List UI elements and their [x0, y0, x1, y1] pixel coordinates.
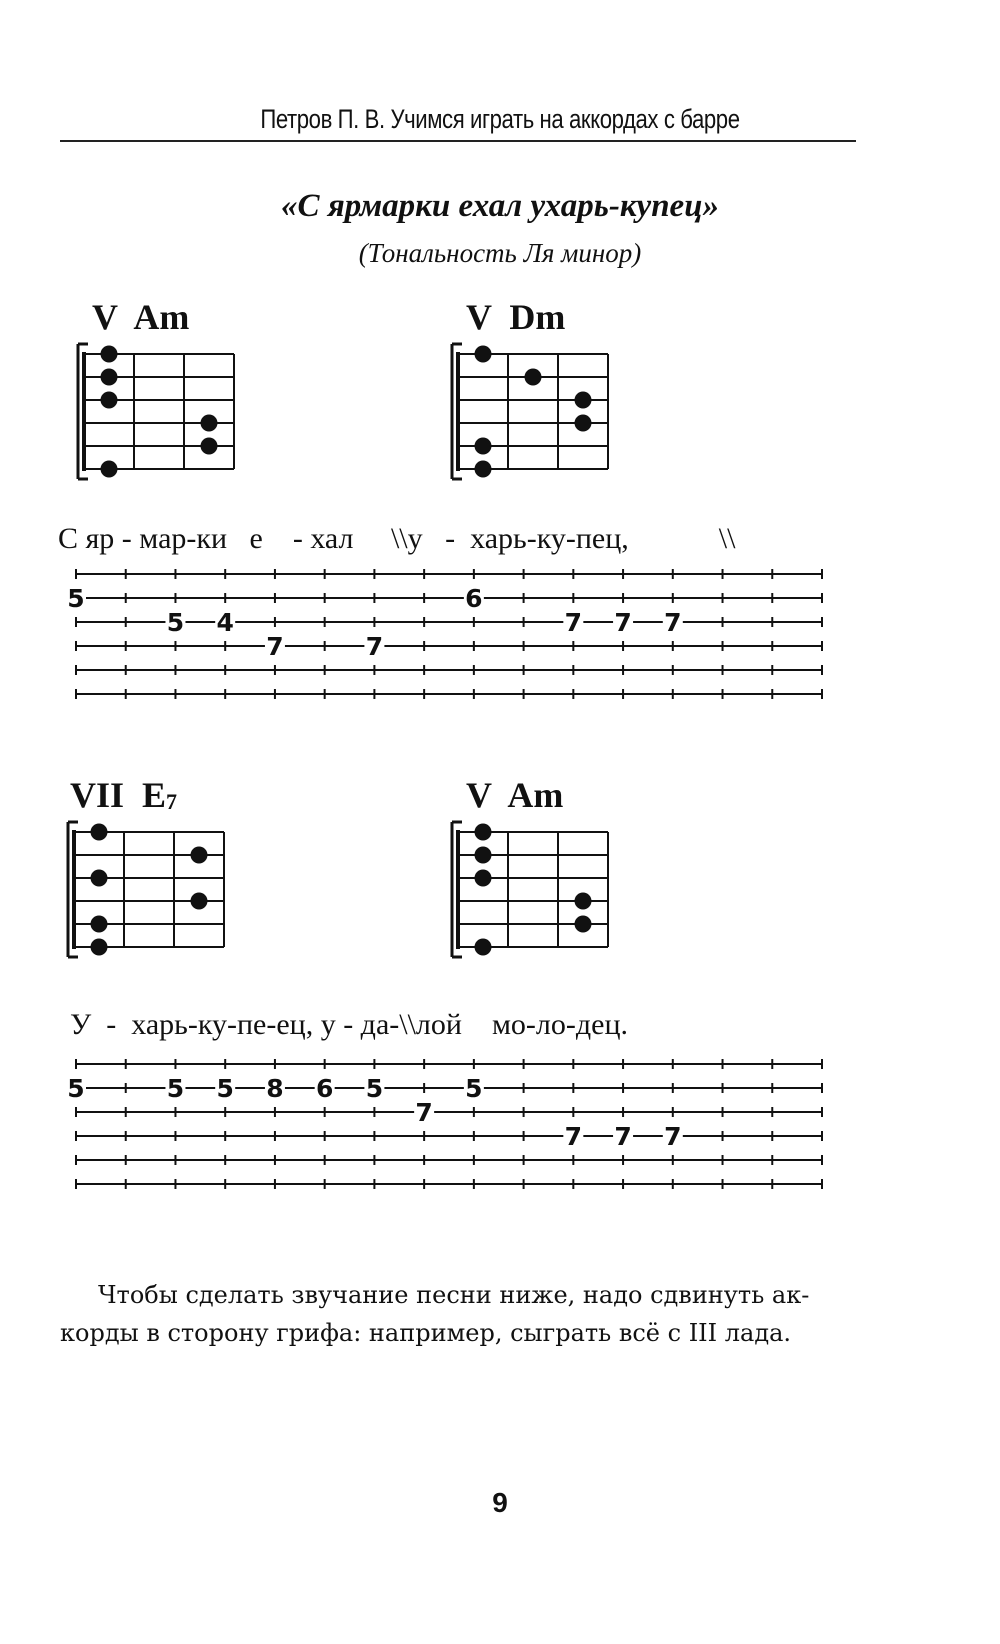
tab-fret-number: 5 — [365, 1074, 384, 1103]
finger-dot — [475, 461, 492, 478]
header-rule — [60, 140, 856, 142]
tab-fret-number: 5 — [67, 1074, 85, 1103]
finger-dot — [101, 369, 118, 386]
chord-position: V — [466, 775, 492, 815]
chord-name-2 — [466, 296, 565, 338]
tab-fret-number: 5 — [216, 1074, 234, 1103]
finger-dot — [101, 461, 118, 478]
tab-fret-number: 7 — [266, 632, 284, 661]
tab-fret-number: 7 — [664, 608, 682, 637]
tab-fret-number: 7 — [415, 1098, 433, 1127]
finger-dot — [475, 870, 492, 887]
song-key: (Тональность Ля минор) — [358, 238, 642, 268]
tab-fret-number: 7 — [614, 1122, 632, 1151]
chord-diagram-am — [70, 338, 250, 488]
finger-dot — [101, 392, 118, 409]
chord-name-1 — [92, 296, 189, 338]
paragraph-line-2: корды в сторону грифа: например, сыграть всё с III лада. — [60, 1319, 792, 1347]
tab-fret-number: 6 — [465, 584, 483, 613]
finger-dot — [475, 438, 492, 455]
tab-fret-number: 7 — [564, 608, 583, 637]
finger-dot — [575, 415, 592, 432]
tab-fret-number: 7 — [564, 1122, 583, 1151]
finger-dot — [525, 369, 542, 386]
tab-fret-number: 4 — [216, 608, 234, 637]
chord-position: VII — [70, 775, 125, 815]
chord-diagram-am-2 — [444, 816, 624, 966]
tab-staff-1 — [60, 560, 850, 710]
tab-fret-number: 5 — [166, 1074, 185, 1103]
finger-dot — [91, 824, 108, 841]
lyrics-line-1: С яр - мар-ки е - хал \\у - харь-ку-пец, \\ — [58, 522, 736, 555]
chord-name-4 — [466, 774, 563, 816]
chord-name-3 — [70, 774, 177, 816]
finger-dot — [201, 415, 218, 432]
chord-sub: 7 — [166, 789, 178, 814]
tab-fret-number: 5 — [465, 1074, 483, 1103]
paragraph-line-1: Чтобы сделать звучание песни ниже, надо сдвинуть ак- — [98, 1281, 810, 1309]
page-number: 9 — [492, 1487, 508, 1518]
chord-label: E — [142, 775, 167, 815]
chord-diagram-e7 — [60, 816, 240, 966]
chord-label: Am — [133, 297, 190, 337]
finger-dot — [91, 870, 108, 887]
tab-fret-number: 7 — [614, 608, 632, 637]
tab-fret-number: 7 — [365, 632, 384, 661]
chord-position: V — [92, 297, 118, 337]
chord-position: V — [466, 297, 492, 337]
lyrics-line-2: У - харь-ку-пе-ец, у - да-\\лой мо-ло-дец. — [70, 1008, 629, 1041]
finger-dot — [575, 916, 592, 933]
finger-dot — [475, 939, 492, 956]
finger-dot — [575, 893, 592, 910]
tab-fret-number: 5 — [67, 584, 85, 613]
running-header: Петров П. В. Учимся играть на аккордах с барре — [260, 104, 740, 134]
finger-dot — [475, 824, 492, 841]
tab-fret-number: 8 — [266, 1074, 284, 1103]
finger-dot — [191, 847, 208, 864]
finger-dot — [201, 438, 218, 455]
chord-diagram-dm — [444, 338, 624, 488]
finger-dot — [101, 346, 118, 363]
tab-fret-number: 6 — [315, 1074, 334, 1103]
chord-label: Dm — [509, 297, 566, 337]
finger-dot — [91, 939, 108, 956]
tab-staff-2 — [60, 1050, 850, 1200]
finger-dot — [475, 346, 492, 363]
tab-fret-number: 5 — [166, 608, 185, 637]
finger-dot — [191, 893, 208, 910]
finger-dot — [91, 916, 108, 933]
song-title: «С ярмарки ехал ухарь-купец» — [280, 188, 720, 224]
tab-fret-number: 7 — [664, 1122, 682, 1151]
chord-label: Am — [507, 775, 564, 815]
instruction-paragraph — [60, 1276, 860, 1352]
finger-dot — [475, 847, 492, 864]
finger-dot — [575, 392, 592, 409]
